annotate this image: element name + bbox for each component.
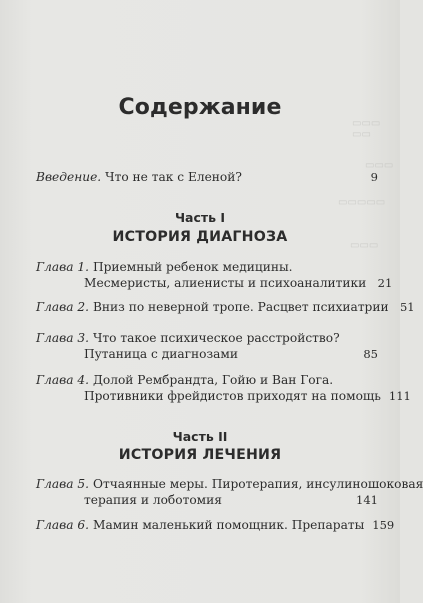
toc-entry-line — [36, 517, 395, 533]
entry-title: Что такое психическое расстройство? — [92, 331, 340, 345]
show-through-text: ▭▭▭ — [350, 240, 379, 251]
toc-entry-line — [36, 330, 378, 346]
toc-entry-line — [36, 476, 423, 492]
toc-entry-chapter — [36, 476, 423, 508]
toc-entry-chapter — [36, 259, 393, 291]
toc-entry-chapter — [36, 372, 411, 404]
entry-page-number: 111 — [388, 389, 411, 403]
toc-entry-line — [36, 492, 378, 508]
toc-entry-line — [36, 259, 378, 275]
entry-title: Мамин маленький помощник. Препараты — [92, 518, 365, 532]
entry-title: Приемный ребенок медицины. — [92, 260, 293, 274]
toc-entry-chapter — [36, 517, 395, 533]
entry-title-continued: терапия и лоботомия — [84, 493, 222, 507]
entry-prefix: Глава 1. — [36, 260, 89, 274]
entry-title-continued: Месмеристы, алиенисты и психоаналитики — [84, 276, 367, 290]
entry-prefix: Глава 4. — [36, 373, 89, 387]
entry-prefix: Введение. — [36, 170, 102, 184]
entry-page-number: 141 — [356, 493, 378, 507]
entry-title-continued: Противники фрейдистов приходят на помощь — [84, 389, 381, 403]
show-through-text: ▭▭▭ ▭▭ — [352, 118, 381, 140]
entry-title: Вниз по неверной тропе. Расцвет психиатрии — [92, 300, 389, 314]
show-through-text: ▭▭▭ — [365, 160, 394, 171]
toc-entry-chapter — [36, 330, 378, 362]
entry-page-number: 159 — [372, 518, 395, 532]
toc-entry-chapter — [36, 299, 415, 315]
part-label: Часть II — [172, 429, 228, 444]
toc-entry-line — [36, 275, 393, 291]
entry-page-number: 85 — [363, 347, 378, 361]
toc-entry-line — [36, 299, 415, 315]
part-label: Часть I — [174, 210, 226, 225]
entry-page-number: 51 — [399, 300, 415, 314]
entry-page-number: 21 — [377, 276, 393, 290]
toc-entry-line — [36, 169, 378, 185]
entry-title: Долой Рембрандта, Гойю и Ван Гога. — [92, 373, 334, 387]
entry-title-continued: Путаница с диагнозами — [84, 347, 238, 361]
entry-title: Отчаянные меры. Пиротерапия, инсулиношоковая — [92, 477, 423, 491]
part-title: ИСТОРИЯ ЛЕЧЕНИЯ — [118, 447, 282, 463]
entry-prefix: Глава 3. — [36, 331, 89, 345]
toc-entry-intro — [36, 169, 378, 185]
entry-title: Что не так с Еленой? — [105, 170, 242, 184]
toc-entry-line — [36, 388, 411, 404]
toc-entry-line — [36, 372, 378, 388]
entry-prefix: Глава 6. — [36, 518, 89, 532]
toc-title: Содержание — [118, 95, 282, 120]
part-title: ИСТОРИЯ ДИАГНОЗА — [112, 229, 288, 245]
toc-entry-line — [36, 346, 378, 362]
show-through-text: ▭▭▭▭▭ — [338, 197, 386, 208]
entry-prefix: Глава 5. — [36, 477, 89, 491]
entry-prefix: Глава 2. — [36, 300, 89, 314]
entry-page-number: 9 — [370, 170, 378, 184]
